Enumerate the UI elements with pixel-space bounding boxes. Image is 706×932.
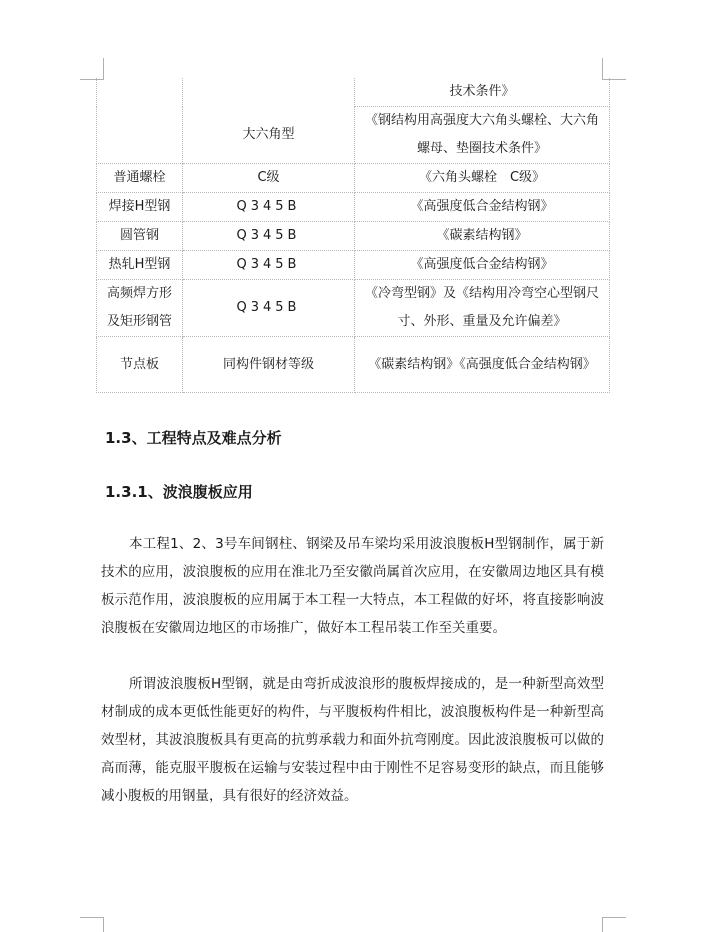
table-cell-category: 热轧H型钢 <box>97 251 183 280</box>
table-cell-category: 圆管钢 <box>97 222 183 251</box>
table-cell-standard: 《钢结构用高强度大六角头螺栓、大六角螺母、垫圈技术条件》 <box>355 107 610 164</box>
table-cell-standard: 《高强度低合金结构钢》 <box>355 193 610 222</box>
table-row <box>97 337 610 393</box>
table-row <box>97 78 610 107</box>
table-cell-grade: C级 <box>183 164 355 193</box>
table-cell-category: 节点板 <box>97 337 183 393</box>
table-row <box>97 164 610 193</box>
crop-mark-bottom-left-v <box>103 917 104 932</box>
table-cell-grade: Q345B <box>183 193 355 222</box>
table-cell-grade: 同构件钢材等级 <box>183 337 355 393</box>
table-cell-category <box>97 78 183 164</box>
body-paragraph-2: 所谓波浪腹板H型钢，就是由弯折成波浪形的腹板焊接成的，是一种新型高效型材制成的成本更低性能更好的构件，与平腹板构件相比，波浪腹板构件是一种新型高效型材，其波浪腹板具有更高的抗剪承载力和面外抗弯刚度。因此波浪腹板可以做的高而薄，能克服平腹板在运输与安装过程中由于刚性不足容易变形的缺点，而且能够减小腹板的用钢量，具有很好的经济效益。 <box>101 676 604 804</box>
crop-mark-bottom-left-h <box>80 917 104 918</box>
table-cell-standard: 《碳素结构钢》《高强度低合金结构钢》 <box>355 337 610 393</box>
table-cell-standard: 《碳素结构钢》 <box>355 222 610 251</box>
crop-mark-bottom-right-h <box>602 917 626 918</box>
table-cell-category: 焊接H型钢 <box>97 193 183 222</box>
crop-mark-top-left-v <box>103 58 104 79</box>
table-cell-category: 高频焊方形及矩形钢管 <box>97 280 183 337</box>
crop-mark-top-right-v <box>602 58 603 79</box>
table-cell-standard: 《冷弯型钢》及《结构用冷弯空心型钢尺寸、外形、重量及允许偏差》 <box>355 280 610 337</box>
section-heading-1-3: 1.3、工程特点及难点分析 <box>105 429 282 447</box>
table-cell-grade: 大六角型 <box>183 107 355 164</box>
table-cell-grade: Q345B <box>183 251 355 280</box>
table-cell-standard: 技术条件》 <box>355 78 610 107</box>
table-cell-category: 普通螺栓 <box>97 164 183 193</box>
table-cell-grade: Q345B <box>183 280 355 337</box>
table-cell-grade: Q345B <box>183 222 355 251</box>
material-spec-table <box>96 78 610 393</box>
section-heading-1-3-1: 1.3.1、波浪腹板应用 <box>105 483 253 501</box>
table-row <box>97 222 610 251</box>
table-cell-standard: 《六角头螺栓 C级》 <box>355 164 610 193</box>
table-row <box>97 251 610 280</box>
table-cell-standard: 《高强度低合金结构钢》 <box>355 251 610 280</box>
table-row <box>97 193 610 222</box>
crop-mark-bottom-right-v <box>602 917 603 932</box>
body-paragraph-1: 本工程1、2、3号车间钢柱、钢梁及吊车梁均采用波浪腹板H型钢制作，属于新技术的应用，波浪腹板的应用在淮北乃至安徽尚属首次应用，在安徽周边地区具有模板示范作用，波浪腹板的应用属于本工程一大特点，本工程做的好坏，将直接影响波浪腹板在安徽周边地区的市场推广，做好本工程吊装工作至关重要。 <box>101 536 604 636</box>
table-cell-grade <box>183 78 355 107</box>
table-row <box>97 280 610 337</box>
